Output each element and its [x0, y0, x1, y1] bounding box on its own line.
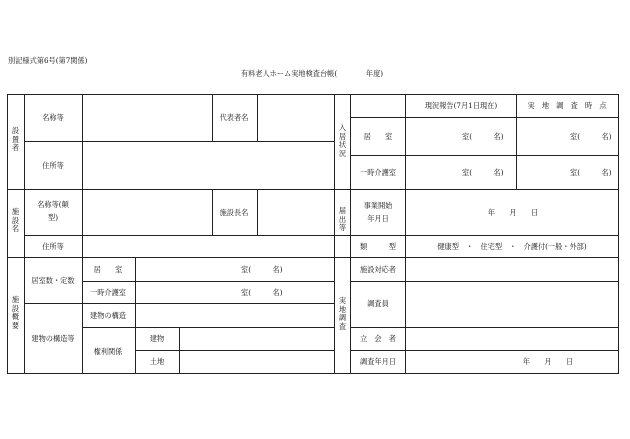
label-start-date: 年月日 [367, 214, 389, 223]
label-address: 住所等 [42, 161, 64, 170]
divider [82, 281, 334, 282]
label-structure: 建物の構造等 [31, 334, 75, 343]
room-survey-value: 室( 名) [570, 132, 612, 141]
label-director: 施設長名 [219, 208, 249, 217]
label-building: 建物 [149, 334, 165, 343]
divider [7, 189, 334, 190]
divider [350, 155, 619, 156]
divider [350, 327, 619, 328]
label-name: 名称等 [42, 113, 64, 122]
divider [334, 94, 335, 374]
divider [7, 257, 334, 258]
label-land: 土地 [149, 357, 165, 366]
divider [350, 281, 619, 282]
divider [24, 303, 334, 304]
label-type: 類 型 [360, 242, 396, 251]
label-room: 居 室 [93, 265, 123, 274]
label-temp-care: 一時介護室 [90, 288, 126, 297]
header-survey-time: 実 地 調 査 時 点 [527, 101, 607, 110]
divider [334, 189, 619, 190]
section-label-setchi: 設置者 [11, 126, 20, 153]
section-label-todoke: 届出等 [338, 206, 347, 233]
label-staff: 施設対応者 [360, 265, 396, 274]
divider [24, 141, 334, 142]
section-label-shisetsu: 施設名 [11, 207, 20, 234]
label-start: 事業開始 [363, 201, 393, 210]
label-address-2: 住所等 [42, 242, 64, 251]
label-survey-date: 調査年月日 [360, 357, 396, 366]
divider [212, 189, 213, 235]
divider [24, 94, 25, 374]
divider [82, 94, 83, 374]
divider [179, 327, 180, 374]
section-label-gaiyo: 施設概要 [11, 295, 20, 330]
label-representative: 代表者名 [219, 113, 249, 122]
label-rights: 権利関係 [93, 347, 123, 356]
label-inspector: 調査員 [367, 299, 389, 308]
temp-survey-value: 室( 名) [570, 168, 612, 177]
room-count-value: 室( 名) [241, 265, 283, 274]
label-capacity: 居室数・定数 [31, 276, 75, 285]
section-label-jicchi: 実地調査 [338, 296, 347, 331]
label-room-right: 居 室 [363, 132, 393, 141]
inspection-ledger-table [7, 94, 619, 374]
divider [334, 235, 619, 236]
divider [212, 94, 213, 141]
divider [516, 94, 517, 189]
label-building-structure: 建物の構造 [90, 311, 126, 320]
divider [350, 350, 619, 351]
divider [135, 350, 334, 351]
room-report-value: 室( 名) [462, 132, 504, 141]
divider [334, 257, 619, 258]
divider [135, 257, 136, 374]
label-temp-care-right: 一時介護室 [360, 168, 396, 177]
label-facility-name-2: 型) [48, 213, 58, 222]
divider [350, 94, 351, 374]
form-title: 有料老人ホーム実地検査台帳( 年度) [240, 69, 384, 78]
divider [257, 94, 258, 141]
divider [405, 94, 406, 374]
divider [24, 235, 334, 236]
header-status-report: 現況報告(7月1日現在) [424, 101, 498, 110]
survey-date-value: 年 月 日 [522, 357, 574, 366]
temp-care-count-value: 室( 名) [241, 288, 283, 297]
divider [82, 327, 334, 328]
label-witness: 立 会 者 [360, 334, 396, 343]
temp-report-value: 室( 名) [462, 168, 504, 177]
divider [257, 189, 258, 235]
section-label-nyukyo: 入居状況 [338, 123, 347, 158]
label-facility-name: 名称等(顛 [37, 200, 69, 209]
divider [350, 117, 619, 118]
start-date-value: 年 月 日 [487, 208, 539, 217]
form-number: 別記様式第6号(第7関係) [8, 56, 88, 65]
type-options: 健康型 ・ 住宅型 ・ 介護付(一般・外部) [437, 242, 587, 251]
